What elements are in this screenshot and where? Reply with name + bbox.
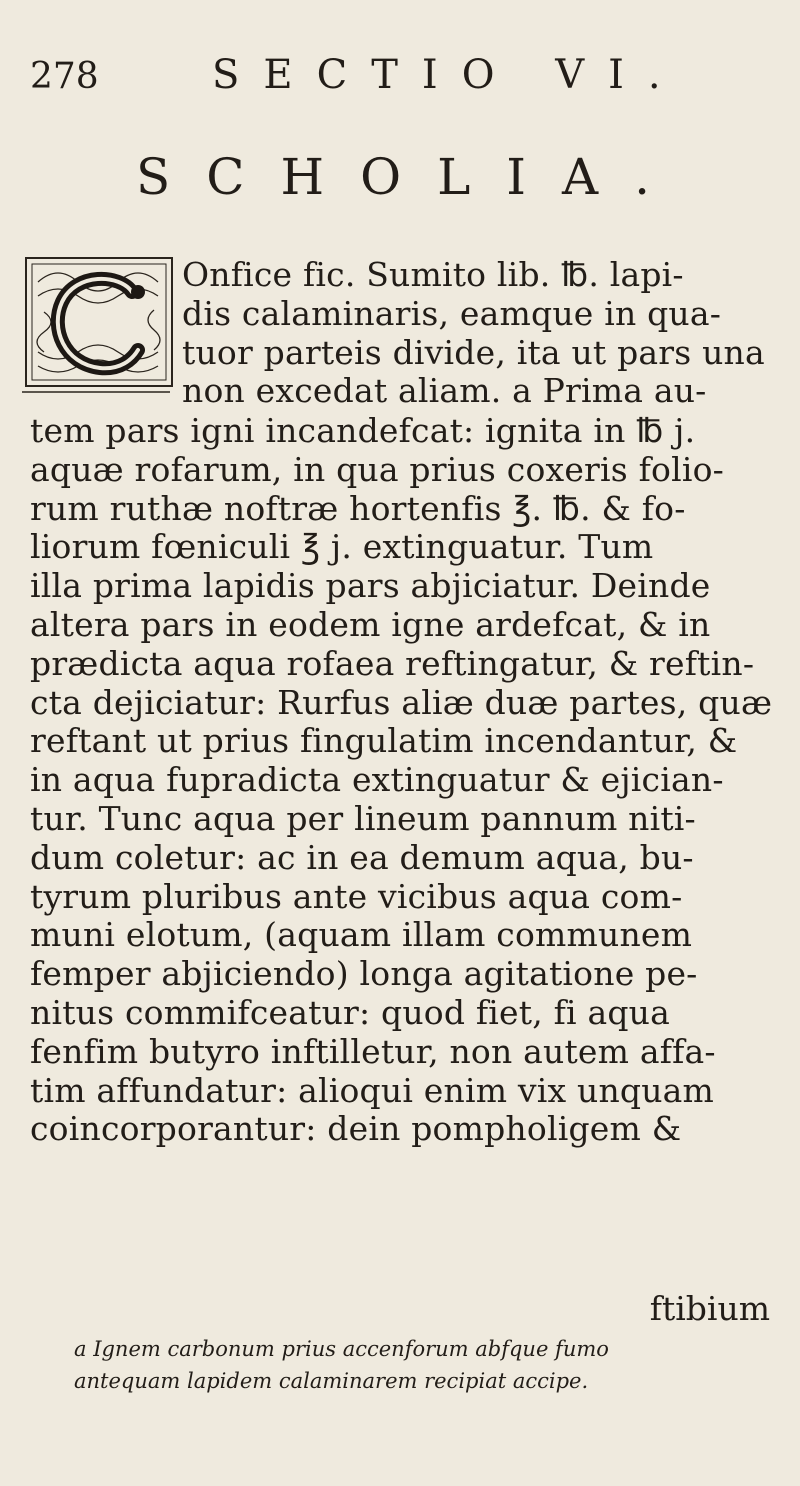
scholia-heading: SCHOLIA. [136, 148, 687, 206]
text-line: illa prima lapidis pars abjiciatur. Deinde [30, 567, 711, 606]
text-line: femper abjiciendo) longa agitatione pe- [30, 955, 698, 994]
initial-paragraph-lines [182, 256, 772, 411]
decorated-initial-c [20, 252, 178, 398]
text-line: dis calaminaris, eamque in qua- [182, 294, 722, 333]
text-line: dum coletur: ac in ea demum aqua, bu- [30, 838, 694, 877]
footnote [74, 1333, 764, 1397]
text-line: Onfice fic. Sumito lib. ℔. lapi- [182, 256, 684, 294]
text-line: muni elotum, (aquam illam communem [30, 916, 693, 955]
text-line: tur. Tunc aqua per lineum pannum niti- [30, 799, 696, 838]
text-line: nitus commifceatur: quod fiet, fi aqua [30, 993, 671, 1032]
text-line: fenfim butyro inftilletur, non autem affa- [30, 1032, 716, 1071]
text-line: altera pars in eodem igne ardefcat, & in [30, 605, 711, 644]
page-number: 278 [30, 56, 99, 97]
catchword: ftibium [649, 1289, 770, 1328]
body-text [30, 412, 774, 1149]
footnote-line: antequam lapidem calaminarem recipiat accipe. [74, 1369, 589, 1393]
text-line: rum ruthæ noftræ hortenfis ℥. ℔. & fo- [30, 489, 686, 528]
text-line: aquæ rofarum, in qua prius coxeris folio- [30, 450, 725, 489]
text-line: tim affundatur: alioqui enim vix unquam [30, 1071, 715, 1110]
text-line: liorum fœniculi ℥ j. extinguatur. Tum [30, 528, 654, 567]
footnote-line: a Ignem carbonum prius accenforum abfque fumo [74, 1337, 609, 1361]
running-head [30, 52, 770, 102]
text-line: coincorporantur: dein pompholigem & [30, 1110, 682, 1149]
section-title: SECTIO VI. [212, 52, 685, 98]
text-line: prædicta aqua rofaea reftingatur, & reftin- [30, 644, 755, 683]
text-line: tem pars igni incandefcat: ignita in ℔ j. [30, 412, 696, 450]
text-line: cta dejiciatur: Rurfus aliæ duæ partes, quæ [30, 683, 773, 722]
text-line: tyrum pluribus ante vicibus aqua com- [30, 877, 683, 916]
text-line: reftant ut prius fingulatim incendantur, & [30, 722, 738, 761]
text-line: in aqua fupradicta extinguatur & ejician- [30, 761, 724, 800]
text-line: tuor parteis divide, ita ut pars una [182, 333, 765, 372]
text-line: non excedat aliam. a Prima au- [182, 372, 707, 411]
